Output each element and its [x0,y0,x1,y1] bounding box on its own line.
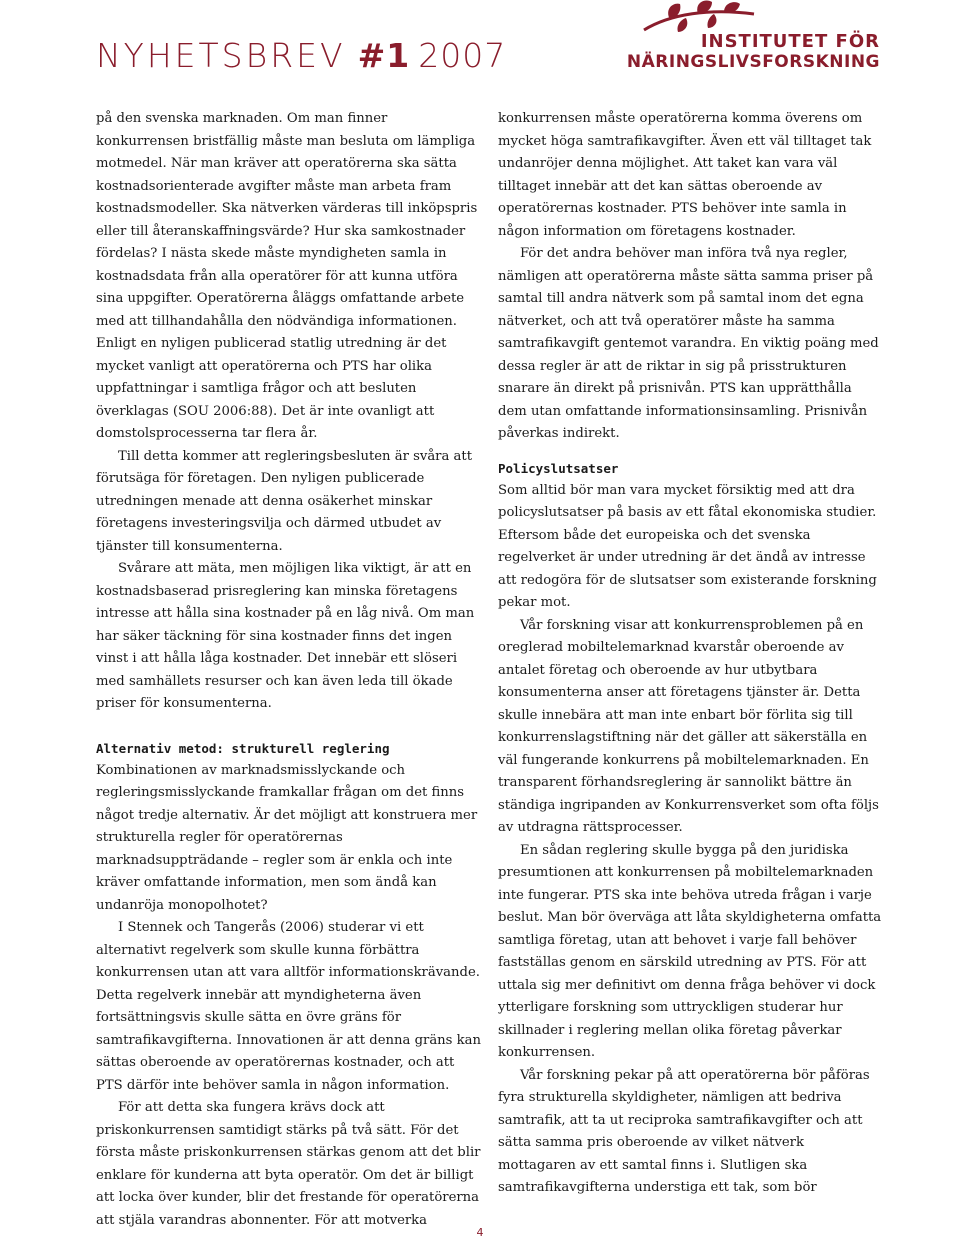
left-paragraph-1: på den svenska marknaden. Om man finner konkurrensen bristfällig måste man besluta om lämpliga motmedel. När man kräver att operatörerna ska sätta kostnadsorienterade avgifter måste man arbeta fram kostnadsmodeller. Ska nätverken värderas till inköpspris eller till återanskaffningsvärde? Hur ska samkostnader fördelas? I nästa skede måste myndigheten samla in kostnadsdata från alla operatörer för att kunna utföra sina uppgifter. Operatörerna åläggs omfattande arbete med att tillhandahålla den nödvändiga informationen. Enligt en nyligen publicerad statlig utredning är det mycket vanligt att operatörerna och PTS har olika uppfattningar i samtliga frågor och att besluten överklagas (SOU 2006:88). Det är inte ovanligt att domstolsprocesserna tar flera år. [96,111,478,441]
left-paragraph-4: Kombinationen av marknadsmisslyckande och regleringsmisslyckande framkallar frågan om det finns något tredje alternativ. Är det möjligt att konstruera mer strukturella regler för operatörernas marknadsuppträdande – regler som är enkla och inte kräver omfattande information, men som ändå kan undanröja monopolhotet? [96,762,478,913]
section-heading-policy: Policyslutsatser [498,460,619,476]
page-number: 4 [476,1226,484,1239]
issue-year: 2007 [418,36,507,75]
right-paragraph-3: Som alltid bör man vara mycket försiktig med att dra policyslutsatser på basis av ett fåtal ekonomiska studier. Eftersom både det europeiska och det svenska regelverket är under utredning är det ändå av intresse att redogöra för de slutsatser som existerande forskning pekar mot. [498,482,877,610]
right-paragraph-5: En sådan reglering skulle bygga på den juridiska presumtionen att konkurrensen på mobiltelemarknaden inte fungerar. PTS ska inte behöva utreda frågan i varje beslut. Man bör överväga att låta skyldigheterna omfatta samtliga företag, utan att behovet i varje fall behöver fastställas genom en särskild utredning av PTS. För att uttala sig mer definitivt om denna fråga behöver vi dock ytterligare forskning som uttryckligen studerar hur skillnader i reglering mellan olika företag påverkar konkurrensen. [498,842,882,1060]
right-column [498,108,884,1200]
right-paragraph-1: konkurrensen måste operatörerna komma överens om mycket höga samtrafikavgifter. Även ett väl tilltaget tak undanröjer denna möjlighet. Att taket kan vara väl tilltaget innebär att det kan sättas oberoende av operatörernas kostnader. PTS behöver inte samla in någon information om företagens kostnader. [498,111,872,239]
right-paragraph-4: Vår forskning visar att konkurrensproblemen på en oreglerad mobiltelemarknad kvarstår oberoende av antalet företag och oberoende av hur utbytbara konsumenterna anser att företagens tjänster är. Detta skulle innebära att man inte enbart bör förlita sig till konkurrenslagstiftning när det gäller att säkerställa en väl fungerande konkurrens på mobiltelemarknaden. En transparent förhandsreglering är sannolikt bättre än ständiga ingripanden av Konkurrensverket som ofta följs av utdragna rättsprocesser. [498,617,879,835]
logo-line-1: INSTITUTET FÖR [700,31,880,52]
institute-logo [626,0,880,80]
section-heading-alternative: Alternativ metod: strukturell reglering [96,740,390,756]
left-paragraph-3: Svårare att mäta, men möjligen lika viktigt, är att en kostnadsbaserad prisreglering kan minska företagens intresse att hålla sina kostnader på en låg nivå. Om man har säker täckning för sina kostnader finns det ingen vinst i att hålla låga kostnader. Det innebär ett slöseri med samhällets resurser och kan även leda till ökade priser för konsumenterna. [96,561,475,711]
right-paragraph-2: För det andra behöver man införa två nya regler, nämligen att operatörerna måste sätta samma priser på samtal till andra nätverk som på samtal inom det egna nätverket, och att två operatörer måste ha samma samtrafikavgift gentemot varandra. En viktig poäng med dessa regler är att de riktar in sig på prisstrukturen snarare än direkt på prisnivån. PTS kan upprätthålla dem utan omfattande informationsinsamling. Prisnivån påverkas indirekt. [498,246,879,441]
left-paragraph-5: I Stennek och Tangerås (2006) studerar vi ett alternativt regelverk som skulle kunna förbättra konkurrensen utan att vara alltför informationskrävande. Detta regelverk innebär att myndigheterna även fortsättningsvis skulle sätta en övre gräns för samtrafikavgifterna. Innovationen är att denna gräns kan sättas oberoende av operatörernas kostnader, och att PTS därför inte behöver samla in någon information. [96,920,481,1093]
left-paragraph-2: Till detta kommer att regleringsbesluten är svåra att förutsäga för företagen. Den nyligen publicerade utredningen menade att denna osäkerhet minskar företagens investeringsvilja och därmed utbudet av tjänster till konsumenterna. [96,448,473,554]
newsletter-name: NYHETSBREV [96,36,346,75]
left-column [96,108,482,1232]
issue-number: #1 [357,36,411,75]
logo-line-2: NÄRINGSLIVSFORSKNING [626,52,880,72]
right-paragraph-6: Vår forskning pekar på att operatörerna bör påföras fyra strukturella skyldigheter, nämligen att bedriva samtrafik, att ta ut reciproka samtrafikavgifter och att sätta samma pris oberoende av vilket nätverk mottagaren av ett samtal finns i. Slutligen ska samtrafikavgifterna understiga ett tak, som bör [498,1067,870,1195]
newsletter-title [96,36,506,75]
left-paragraph-6: För att detta ska fungera krävs dock att priskonkurrensen samtidigt stärks på två sätt. För det första måste priskonkurrensen stärkas genom att det blir enklare för kunderna att byta operatör. Om det är billigt att locka över kunder, blir det frestande för operatörerna att stjäla varandras abonnenter. För att motverka [96,1100,481,1228]
